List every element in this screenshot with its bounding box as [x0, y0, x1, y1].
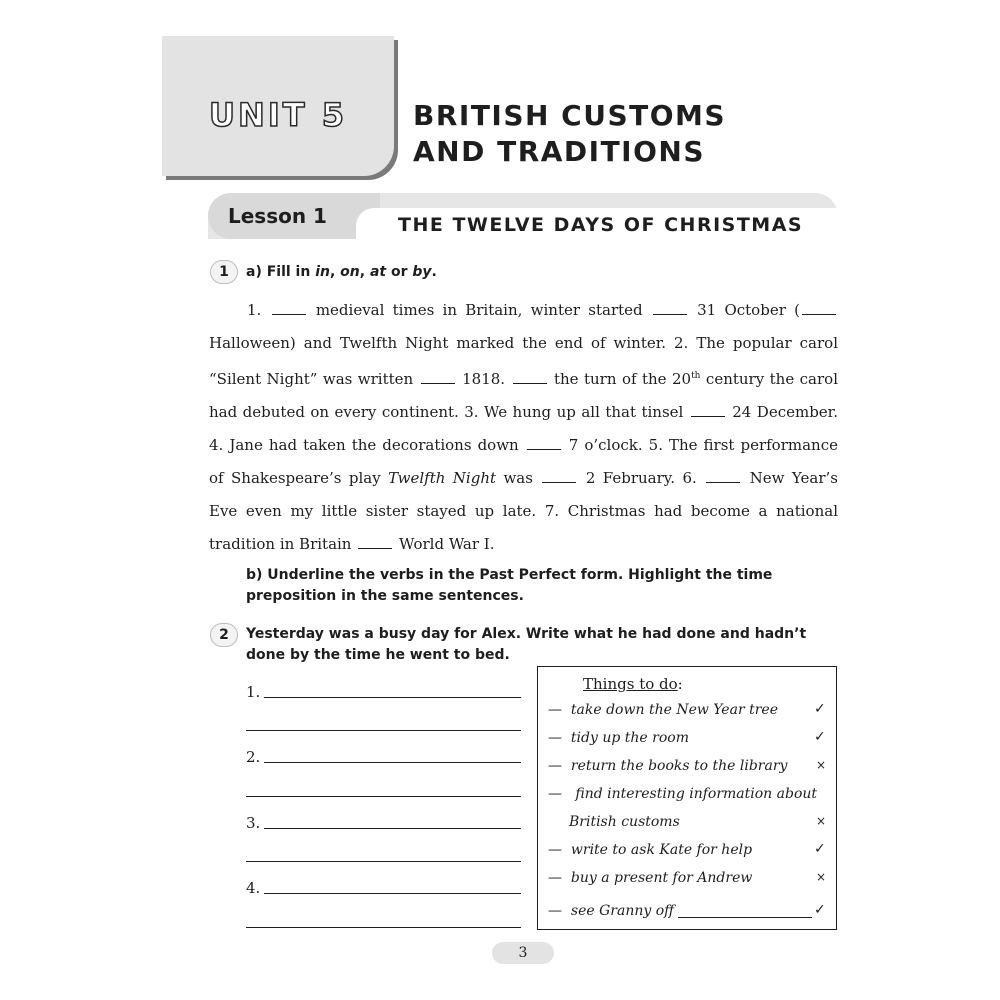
- answer-number-3: 3.: [246, 814, 261, 832]
- answer-number-1: 1.: [246, 683, 261, 701]
- answer-number-2: 2.: [246, 748, 261, 766]
- unit-title-line2: AND TRADITIONS: [413, 135, 706, 168]
- answer-line[interactable]: [246, 730, 521, 731]
- exercise-1b-instruction: b) Underline the verbs in the Past Perfect form. Highlight the time preposition in the same sentences.: [246, 567, 773, 604]
- todo-item: — tidy up the room: [548, 730, 689, 746]
- blank-9[interactable]: [706, 467, 740, 483]
- check-icon: ✓: [814, 701, 826, 717]
- blank-2[interactable]: [653, 299, 687, 315]
- todo-item: British customs: [569, 814, 680, 830]
- blank-1[interactable]: [272, 299, 306, 315]
- cross-icon: ×: [816, 870, 827, 884]
- exercise-1a-instruction: a) Fill in in, on, at or by.: [246, 264, 437, 280]
- todo-item: — return the books to the library: [548, 758, 788, 774]
- blank-10[interactable]: [358, 533, 392, 549]
- blank-8[interactable]: [542, 467, 576, 483]
- unit-label: UNIT 5: [209, 96, 347, 134]
- answer-line[interactable]: [264, 762, 521, 763]
- blank-6[interactable]: [691, 401, 725, 417]
- page-number: 3: [492, 942, 554, 964]
- todo-item: — find interesting information about: [548, 786, 818, 802]
- todo-item: — buy a present for Andrew: [548, 870, 753, 886]
- todo-answer-line[interactable]: [678, 917, 812, 918]
- answer-number-4: 4.: [246, 879, 261, 897]
- unit-title-line1: BRITISH CUSTOMS: [413, 99, 727, 132]
- blank-4[interactable]: [421, 368, 455, 384]
- answer-line[interactable]: [246, 927, 521, 928]
- exercise-2-number: 2: [210, 623, 238, 647]
- cross-icon: ×: [816, 758, 827, 772]
- check-icon: ✓: [814, 841, 826, 857]
- answer-line[interactable]: [246, 861, 521, 862]
- blank-7[interactable]: [527, 434, 561, 450]
- todo-item: — write to ask Kate for help: [548, 842, 753, 858]
- check-icon: ✓: [814, 729, 826, 745]
- check-icon: ✓: [814, 902, 826, 918]
- answer-line[interactable]: [264, 893, 521, 894]
- answer-line[interactable]: [246, 796, 521, 797]
- lesson-title: THE TWELVE DAYS OF CHRISTMAS: [398, 214, 804, 236]
- unit-title: [413, 98, 726, 170]
- blank-3[interactable]: [802, 299, 836, 315]
- answer-line[interactable]: [264, 828, 521, 829]
- exercise-1-text: 1. medieval times in Britain, winter started 31 October ( Halloween) and Twelfth Night marked the end of winter. 2. The popular carol “Silent Night” was written 1818. the turn of the 20th century the carol had debuted on every continent. 3. We hung up all that tinsel 24 December. 4. Jane had taken the decorations down 7 o’clock. 5. The first performance of Shakespeare’s play Twelfth Night was 2 February. 6. New Year’s Eve even my little sister stayed up late. 7. Christmas had become a national tradition in Britain World War I.: [209, 301, 838, 553]
- todo-item: — take down the New Year tree: [548, 702, 778, 718]
- lesson-label: Lesson 1: [228, 204, 327, 228]
- todo-item: — see Granny off: [548, 903, 675, 919]
- cross-icon: ×: [816, 814, 827, 828]
- things-to-do-heading: Things to do:: [583, 675, 683, 693]
- answer-line[interactable]: [264, 697, 521, 698]
- exercise-1-number: 1: [210, 260, 238, 284]
- exercise-2-instruction: Yesterday was a busy day for Alex. Write what he had done and hadn’t done by the time he went to bed.: [246, 626, 807, 663]
- blank-5[interactable]: [513, 368, 547, 384]
